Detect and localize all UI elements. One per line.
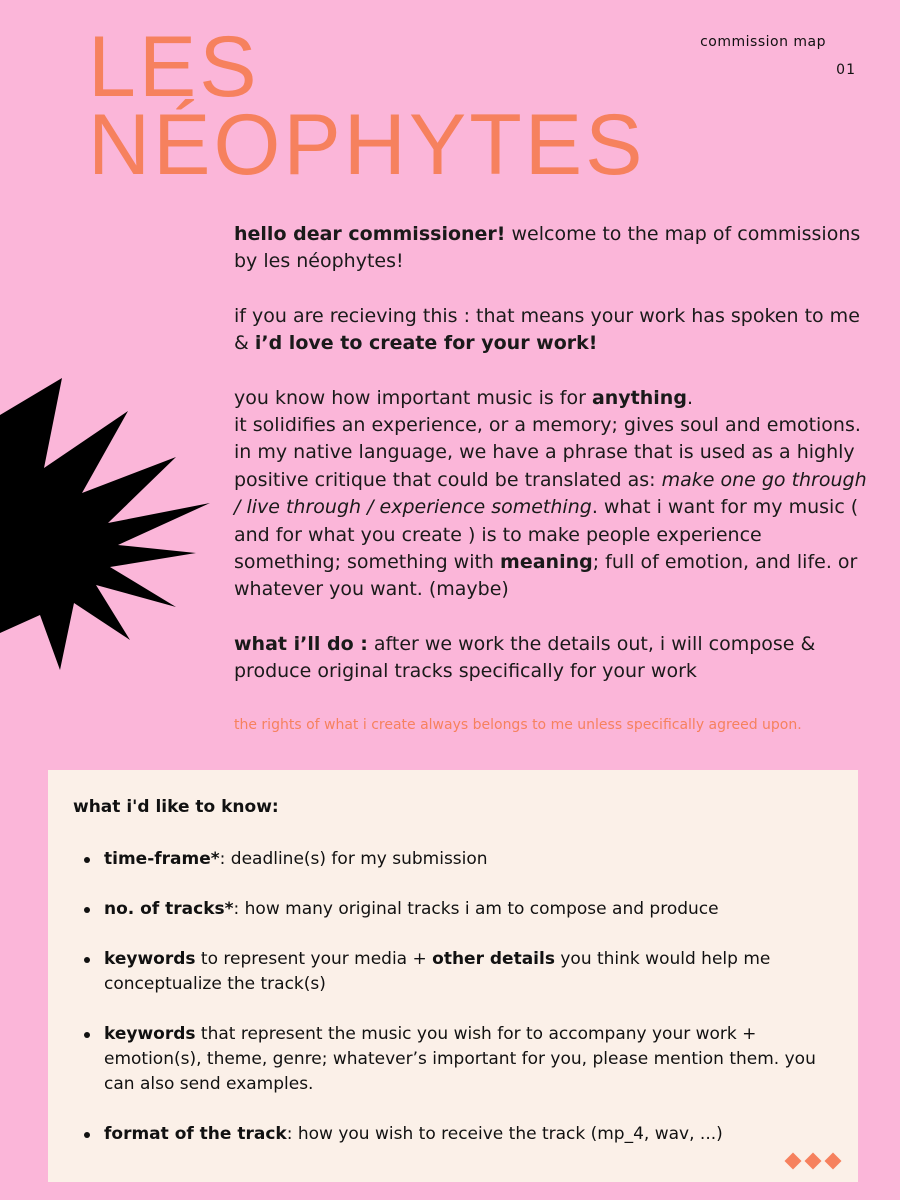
page-title (88, 19, 646, 193)
requirements-heading: what i'd like to know: (73, 797, 279, 817)
list-item-text: : how you wish to receive the track (mp_4, wav, ...) (286, 1124, 723, 1144)
translated-phrase: make one go through / live through / experience something (234, 468, 867, 519)
list-item-text: : how many original tracks i am to compose and produce (233, 899, 719, 919)
list-item-text: to represent your media + (195, 949, 433, 969)
list-item-music-keywords (104, 1022, 834, 1097)
list-item-time-frame (104, 847, 834, 872)
rights-note: the rights of what i create always belongs to me unless specifically agreed upon. (234, 717, 802, 733)
love-to-create: i’d love to create for your work! (254, 332, 598, 355)
music-text-5: ; full of emotion, and life. or whatever you want. (maybe) (234, 551, 858, 601)
list-item-text-2: you think would help me conceptualize the track(s) (104, 949, 771, 994)
starburst-icon (0, 375, 210, 675)
welcome-text: welcome to the map of commissions by les néophytes! (234, 223, 861, 273)
intro-paragraph-1 (234, 221, 874, 276)
list-item-text: that represent the music you wish for to accompany your work + emotion(s), theme, genre; whatever’s important for you, please mention them. you can also send examples. (104, 1024, 816, 1094)
requirements-list (104, 847, 834, 1172)
list-item-text: : deadline(s) for my submission (219, 849, 488, 869)
music-text-4: . what i want for my music ( and for what you create ) is to make people experience something; something with (234, 496, 859, 574)
diamond-icon (805, 1153, 822, 1170)
list-item-term: keywords (104, 949, 196, 969)
intro-paragraph-3 (234, 385, 874, 604)
list-item-term: no. of tracks* (104, 899, 234, 919)
list-item-term: keywords (104, 1024, 196, 1044)
music-text-3: it solidifies an experience, or a memory; gives soul and emotions. in my native language, we have a phrase that is used as a highly positive critique that could be translated as: (234, 414, 861, 491)
list-item-term: time-frame* (104, 849, 220, 869)
intro-paragraph-2 (234, 303, 874, 358)
document-number: 01 (836, 62, 856, 78)
reason-text: if you are recieving this : that means your work has spoken to me & (234, 304, 860, 355)
list-item-tracks (104, 897, 834, 922)
diamond-ornament (784, 1152, 842, 1170)
list-item-term: format of the track (104, 1124, 287, 1144)
list-item-term-2: other details (432, 949, 555, 969)
document-label: commission map (700, 34, 826, 50)
diamond-icon (825, 1153, 842, 1170)
requirements-card (48, 770, 858, 1182)
list-item-media-keywords (104, 947, 834, 997)
intro-paragraph-4 (234, 631, 874, 686)
title-line-2: NÉOPHYTES (88, 97, 646, 193)
meaning-emphasis: meaning (500, 551, 593, 574)
list-item-format (104, 1122, 834, 1147)
intro-text (234, 221, 874, 686)
what-ill-do-label: what i’ll do : (234, 632, 368, 655)
anything-emphasis: anything (591, 386, 687, 409)
title-line-1: LES (88, 19, 260, 115)
what-ill-do-text: after we work the details out, i will compose & produce original tracks specifically for your work (234, 632, 816, 683)
music-text-2: . (686, 386, 693, 409)
music-text-1: you know how important music is for (234, 386, 592, 409)
diamond-icon (785, 1153, 802, 1170)
greeting: hello dear commissioner! (234, 223, 506, 245)
